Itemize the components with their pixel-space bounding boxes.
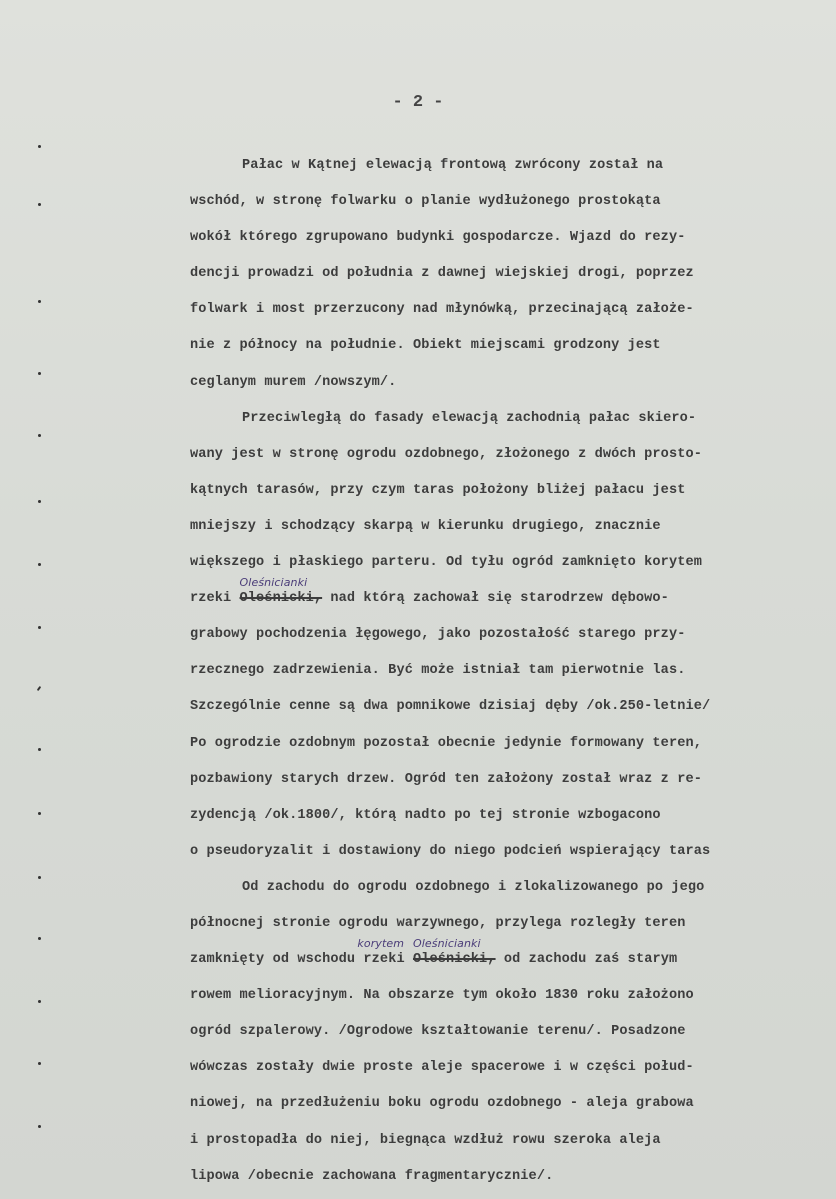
margin-mark (38, 1062, 41, 1065)
margin-mark (38, 300, 41, 303)
text-segment: nie z północy na południe. Obiekt miejscami grodzony jest (190, 338, 661, 354)
text-line (190, 617, 836, 653)
text-segment: od zachodu zaś starym (495, 952, 678, 968)
text-line (190, 328, 836, 364)
margin-mark (38, 563, 41, 566)
margin-mark (38, 372, 41, 375)
struck-text: Oleśnicki, (239, 591, 323, 607)
text-segment: rzeki (190, 591, 240, 607)
text-segment: Szczególnie cenne są dwa pomnikowe dzisiaj dęby /ok.250-letnie/ (190, 699, 711, 715)
text-line (190, 1123, 836, 1159)
margin-mark (38, 500, 41, 503)
margin-mark (38, 434, 41, 437)
text-line (190, 184, 836, 220)
text-segment: pozbawiony starych drzew. Ogród ten założony został wraz z re- (190, 771, 702, 787)
text-segment: rowem melioracyjnym. Na obszarze tym około 1830 roku założono (190, 988, 694, 1004)
text-line (190, 509, 836, 545)
struck-text: Oleśnicki, (412, 952, 496, 968)
text-line (190, 762, 836, 798)
text-segment: mniejszy i schodzący skarpą w kierunku drugiego, znacznie (190, 518, 661, 534)
text-segment: ceglanym murem /nowszym/. (190, 374, 397, 390)
text-segment (405, 952, 413, 967)
margin-mark (38, 812, 41, 815)
margin-mark (38, 937, 41, 940)
text-line (190, 473, 836, 509)
text-segment: dencji prowadzi od południa z dawnej wiejskiej drogi, poprzez (190, 266, 694, 282)
margin-mark (38, 626, 41, 629)
margin-mark (38, 145, 41, 148)
page-number: - 2 - (392, 93, 444, 112)
text-line (190, 978, 836, 1014)
text-segment: wschód, w stronę folwarku o planie wydłużonego prostokąta (190, 194, 661, 210)
text-line (190, 870, 836, 906)
text-segment: folwark i most przerzucony nad młynówką, przecinającą założe- (190, 302, 694, 318)
text-segment: rzeki (363, 952, 405, 968)
text-line (190, 653, 836, 689)
text-line (190, 437, 836, 473)
text-line (190, 220, 836, 256)
annotated-word (357, 937, 405, 968)
text-line (190, 401, 836, 437)
text-segment: wany jest w stronę ogrodu ozdobnego, złożonego z dwóch prosto- (190, 446, 702, 462)
text-segment: Pałac w Kątnej elewacją frontową zwrócony został na (242, 158, 664, 173)
margin-mark (37, 686, 42, 691)
text-line (190, 576, 836, 617)
text-segment: grabowy pochodzenia łęgowego, jako pozostałość starego przy- (190, 627, 686, 643)
text-line (190, 1159, 836, 1195)
handwritten-correction: Oleśnicianki (412, 937, 481, 951)
text-line (190, 937, 836, 978)
text-segment: Po ogrodzie ozdobnym pozostał obecnie jedynie formowany teren, (190, 735, 702, 751)
text-segment: północnej stronie ogrodu warzywnego, przylega rozległy teren (190, 915, 686, 931)
text-segment: niowej, na przedłużeniu boku ogrodu ozdobnego - aleja grabowa (190, 1096, 694, 1112)
margin-mark (38, 876, 41, 879)
text-segment: zydencją /ok.1800/, którą nadto po tej stronie wzbogacono (190, 807, 661, 823)
text-line (190, 292, 836, 328)
text-line (190, 1014, 836, 1050)
text-line (190, 1086, 836, 1122)
text-segment: Od zachodu do ogrodu ozdobnego i zlokalizowanego po jego (242, 879, 705, 895)
text-line (190, 365, 836, 401)
annotated-word (412, 937, 496, 968)
text-line (190, 148, 836, 184)
text-line (190, 798, 836, 834)
text-segment: i prostopadła do niej, biegnąca wzdłuż rowu szeroka aleja (190, 1132, 661, 1148)
text-line (190, 256, 836, 292)
text-segment: nad którą zachował się starodrzew dębowo- (322, 591, 669, 607)
margin-mark (38, 1125, 41, 1128)
handwritten-correction: Oleśnicianki (239, 576, 308, 590)
text-line (190, 689, 836, 725)
text-segment: ogród szpalerowy. /Ogrodowe kształtowanie terenu/. Posadzone (190, 1024, 686, 1040)
handwritten-correction: korytem (357, 937, 405, 951)
text-segment: Przeciwległą do fasady elewacją zachodnią pałac skiero- (242, 410, 697, 426)
text-segment: wokół którego zgrupowano budynki gospodarcze. Wjazd do rezy- (190, 230, 686, 246)
text-line (190, 906, 836, 942)
margin-mark (38, 1000, 41, 1003)
text-line (190, 726, 836, 762)
text-segment: o pseudoryzalit i dostawiony do niego podcień wspierający taras (190, 843, 711, 859)
text-line (190, 1050, 836, 1086)
text-segment: zamknięty od wschodu (190, 952, 364, 968)
text-segment: kątnych tarasów, przy czym taras położony bliżej pałacu jest (190, 482, 686, 498)
margin-mark (38, 203, 41, 206)
text-segment: lipowa /obecnie zachowana fragmentarycznie/. (190, 1168, 554, 1184)
annotated-word (239, 576, 323, 607)
body-text (190, 148, 836, 1195)
margin-mark (38, 748, 41, 751)
text-segment: wówczas zostały dwie proste aleje spacerowe i w części połud- (190, 1060, 694, 1076)
text-segment: większego i płaskiego parteru. Od tyłu ogród zamknięto korytem (190, 555, 702, 571)
text-line (190, 834, 836, 870)
text-segment: rzecznego zadrzewienia. Być może istniał tam pierwotnie las. (190, 663, 686, 679)
